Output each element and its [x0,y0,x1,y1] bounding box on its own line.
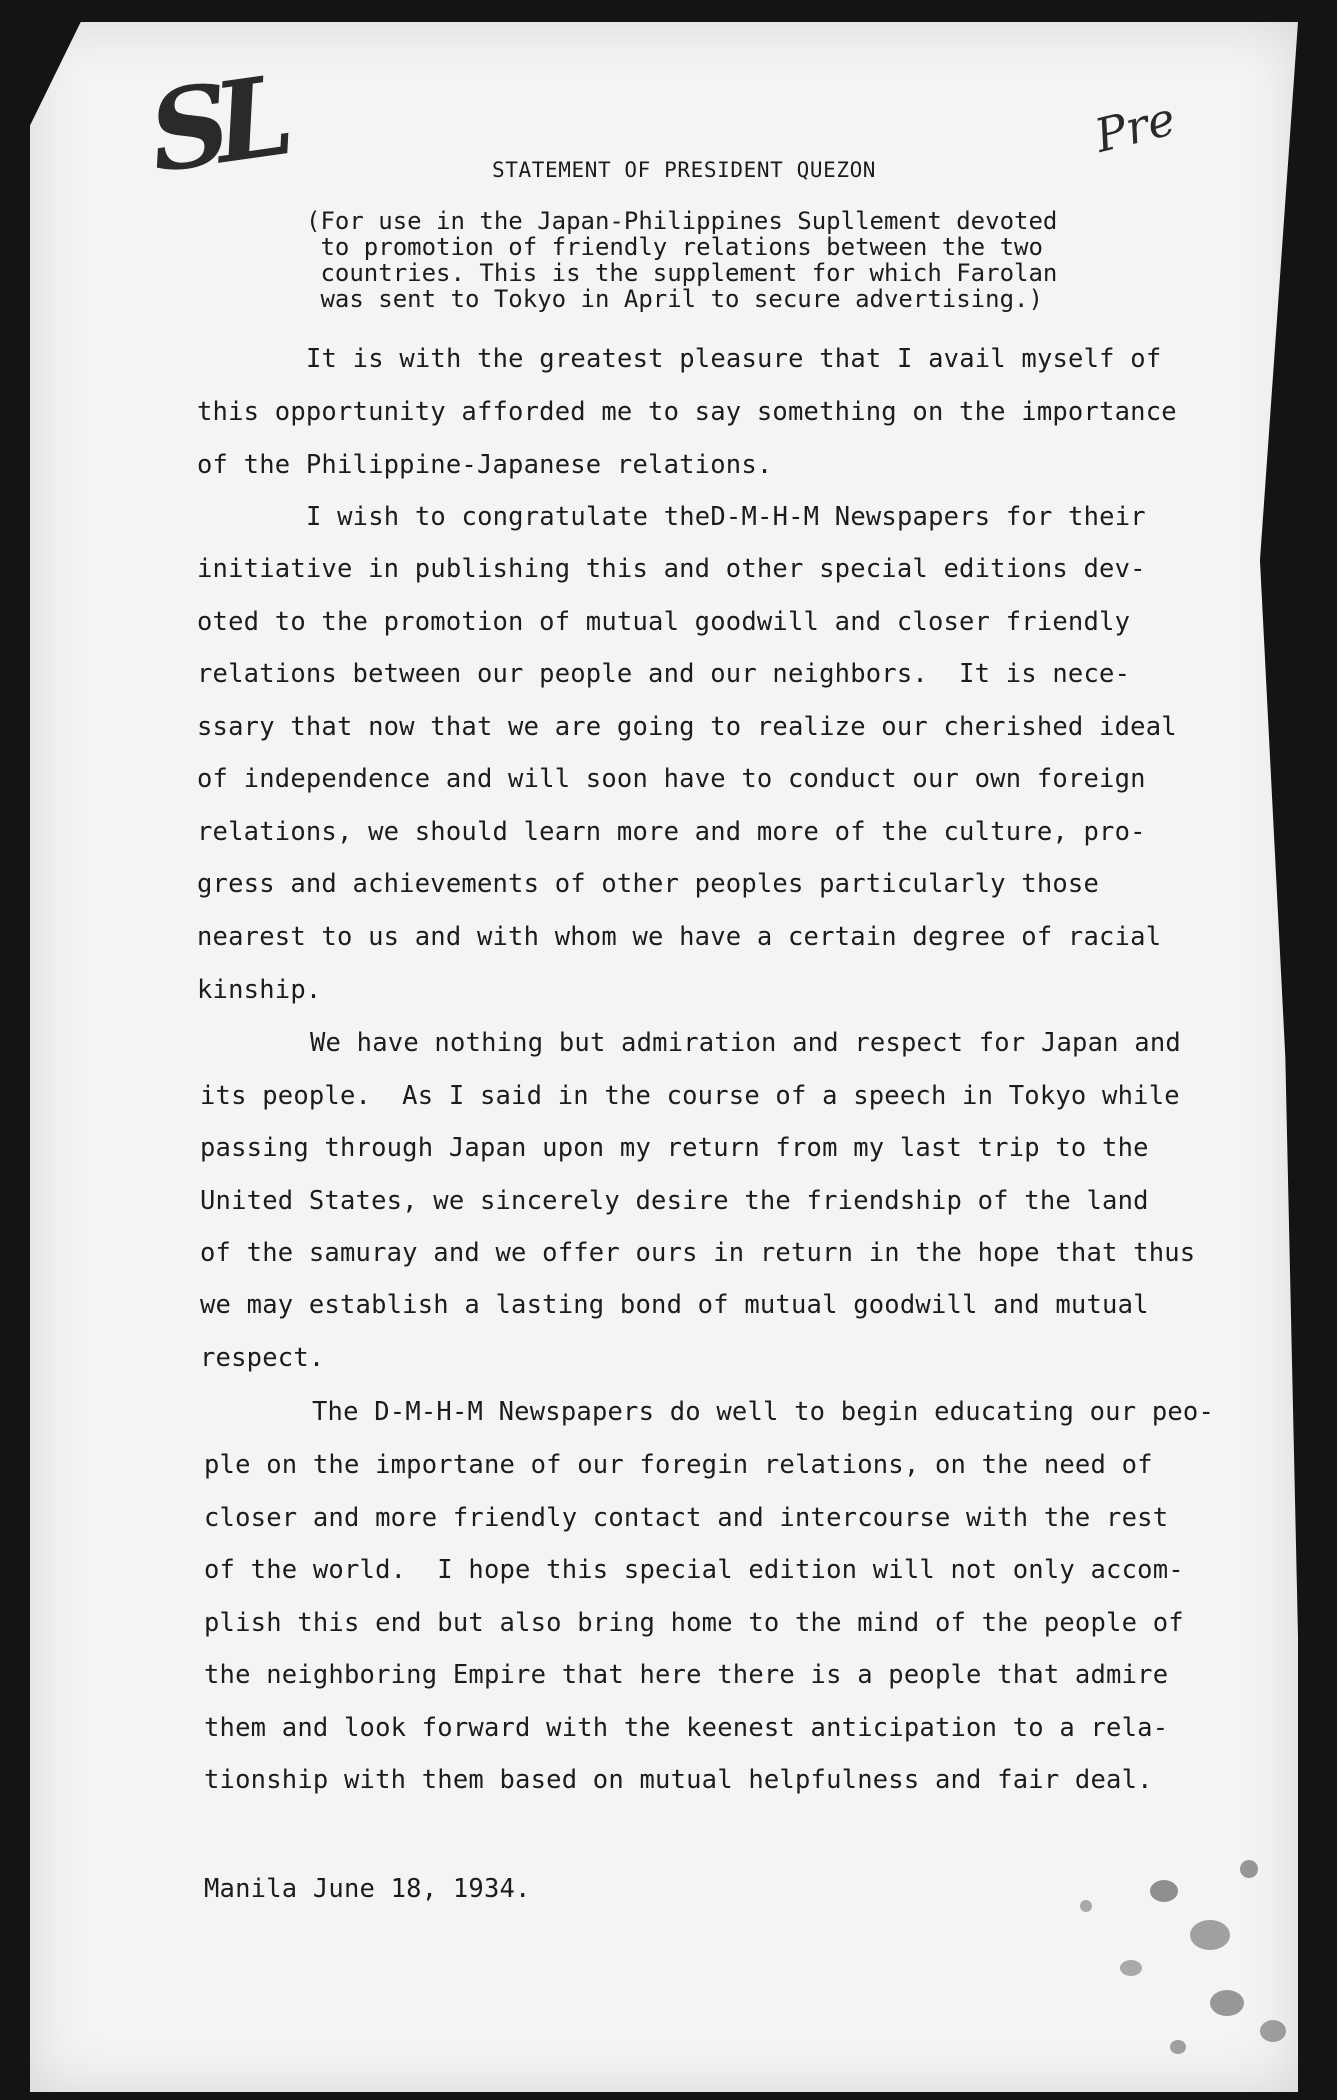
note-line: countries. This is the supplement for which Farolan [306,259,1058,287]
handwritten-initials-mark: SL [141,51,288,198]
body-line: kinship. [197,975,322,1005]
body-line: we may establish a lasting bond of mutual goodwill and mutual [200,1290,1149,1320]
body-line: tionship with them based on mutual helpfulness and fair deal. [204,1765,1153,1795]
ink-stain [1210,1990,1244,2016]
body-line: ssary that now that we are going to realize our cherished ideal [197,712,1177,742]
body-line: United States, we sincerely desire the friendship of the land [200,1186,1149,1216]
body-line: of independence and will soon have to conduct our own foreign [197,764,1146,794]
ink-stain [1260,2020,1286,2042]
ink-stain [1190,1920,1230,1950]
body-line: closer and more friendly contact and intercourse with the rest [204,1503,1169,1533]
body-line: oted to the promotion of mutual goodwill and closer friendly [197,607,1131,637]
body-line: relations between our people and our neighbors. It is nece- [197,659,1131,689]
body-line: It is with the greatest pleasure that I avail myself of [306,344,1162,374]
ink-stain [1240,1860,1258,1878]
ink-stain [1080,1900,1092,1912]
body-line: this opportunity afforded me to say something on the importance [197,397,1177,427]
body-line: its people. As I said in the course of a speech in Tokyo while [200,1081,1180,1111]
body-line: I wish to congratulate theD-M-H-M Newspapers for their [306,502,1146,532]
body-line: gress and achievements of other peoples particularly those [197,869,1100,899]
body-line: the neighboring Empire that here there is a people that admire [204,1660,1169,1690]
handwritten-pre-mark: Pre [1089,91,1181,163]
dateline: Manila June 18, 1934. [204,1874,531,1904]
body-line: initiative in publishing this and other special editions dev- [197,554,1146,584]
body-line: of the world. I hope this special edition will not only accom- [204,1555,1184,1585]
note-line: was sent to Tokyo in April to secure advertising.) [306,285,1043,313]
body-line: ple on the importane of our foregin relations, on the need of [204,1450,1153,1480]
ink-stain [1170,2040,1186,2054]
body-line: them and look forward with the keenest anticipation to a rela- [204,1713,1169,1743]
document-title: STATEMENT OF PRESIDENT QUEZON [492,158,877,182]
body-line: We have nothing but admiration and respect for Japan and [310,1028,1181,1058]
body-line: of the samuray and we offer ours in return in the hope that thus [200,1238,1196,1268]
ink-stain [1150,1880,1178,1902]
body-line: The D-M-H-M Newspapers do well to begin educating our peo- [312,1397,1215,1427]
note-line: (For use in the Japan-Philippines Supllement devoted [306,207,1058,235]
body-line: of the Philippine-Japanese relations. [197,450,773,480]
body-line: passing through Japan upon my return from my last trip to the [200,1133,1149,1163]
body-line: plish this end but also bring home to the mind of the people of [204,1608,1184,1638]
ink-stain [1120,1960,1142,1976]
note-line: to promotion of friendly relations between the two [306,233,1043,261]
body-line: relations, we should learn more and more of the culture, pro- [197,817,1146,847]
body-line: respect. [200,1343,325,1373]
body-line: nearest to us and with whom we have a certain degree of racial [197,922,1162,952]
